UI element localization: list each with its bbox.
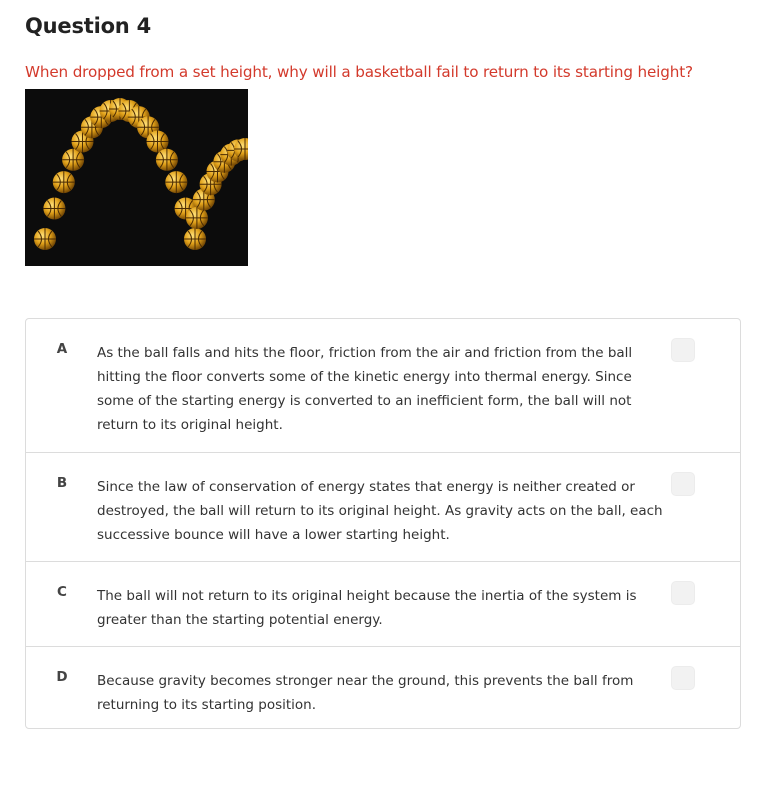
option-b[interactable] [26,452,740,561]
basketball-icon [43,198,65,220]
option-a[interactable] [26,319,740,452]
option-checkbox[interactable] [671,581,695,605]
option-text: The ball will not return to its original height because the inertia of the system is greater than the starting potential energy. [97,588,637,628]
option-d[interactable] [26,646,740,728]
option-checkbox[interactable] [671,472,695,496]
basketball-icon [165,171,187,193]
option-text: Since the law of conservation of energy states that energy is neither created or destroyed, the ball will return to its original height. As gravity acts on the ball, each successive bounce will have a lower starting height. [97,479,663,543]
basketball-icon [184,228,206,250]
option-text: As the ball falls and hits the floor, friction from the air and friction from the ball hitting the floor converts some of the kinetic energy into thermal energy. Since some of the starting energy is converted to an inefficient form, the ball will not return to its original height. [97,345,633,433]
option-checkbox[interactable] [671,666,695,690]
option-letter: C [57,584,67,600]
basketball-icon [53,171,75,193]
basketball-icon [34,228,56,250]
option-checkbox[interactable] [671,338,695,362]
option-letter: B [56,475,68,491]
option-letter: D [56,669,68,685]
option-c[interactable] [26,561,740,646]
bouncing-basketball-photo [25,89,248,266]
basketball-icon [156,149,178,171]
basketball-icon [25,89,248,266]
question-title: Question 4 [25,14,152,38]
option-letter: A [56,341,68,357]
answer-options [25,318,741,729]
question-prompt: When dropped from a set height, why will a basketball fail to return to its starting height? [25,63,693,81]
option-text: Because gravity becomes stronger near the ground, this prevents the ball from returning to its starting position. [97,673,634,713]
